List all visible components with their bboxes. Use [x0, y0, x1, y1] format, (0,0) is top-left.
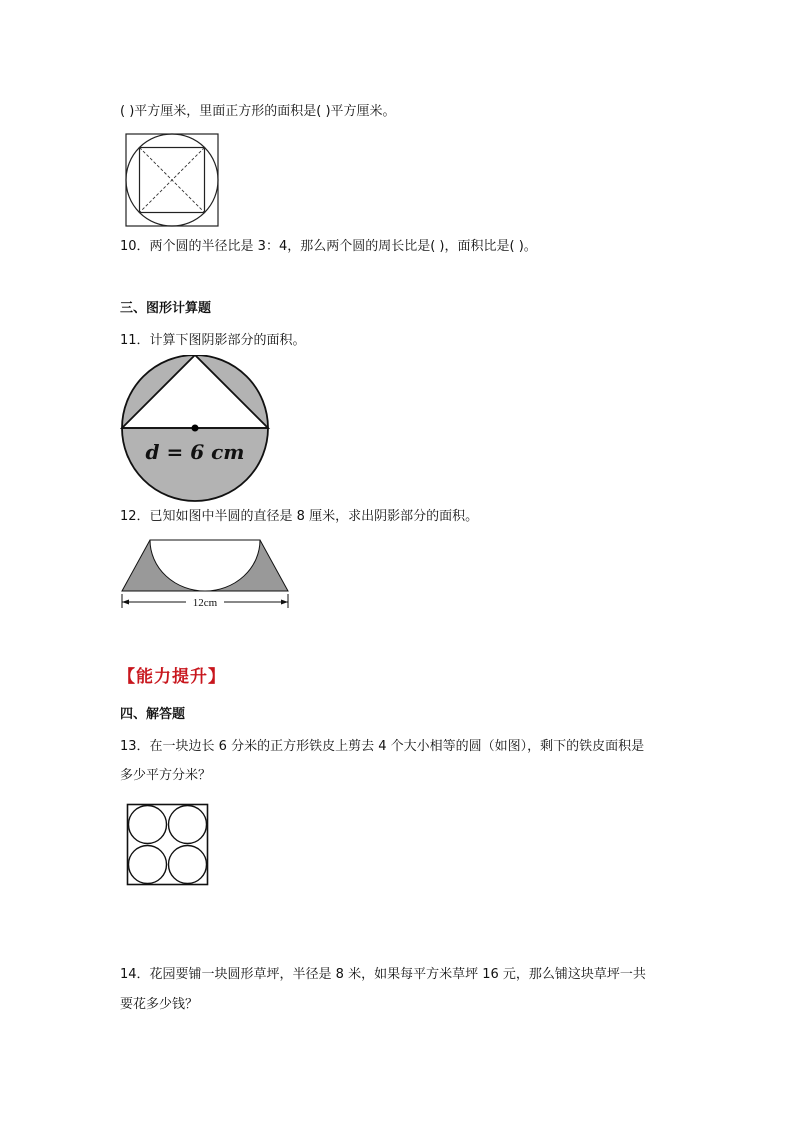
- q13-circle-2: [169, 806, 207, 844]
- q13-figure: [126, 803, 210, 887]
- q14-line2: 要花多少钱？: [120, 997, 199, 1012]
- q12-dim-label: 12cm: [192, 597, 218, 609]
- section4-heading: 四、解答题: [120, 707, 186, 722]
- q12-text: 12．已知如图中半圆的直径是 8 厘米，求出阴影部分的面积。: [120, 509, 479, 524]
- q11-diameter-label: d = 6 cm: [145, 440, 245, 464]
- q9-answer-line: ( )平方厘米，里面正方形的面积是( )平方厘米。: [120, 104, 396, 119]
- q13-circle-3: [129, 846, 167, 884]
- q13-line1: 13．在一块边长 6 分米的正方形铁皮上剪去 4 个大小相等的圆（如图），剩下的铁皮面积是: [120, 739, 645, 754]
- q11-text: 11．计算下图阴影部分的面积。: [120, 333, 306, 348]
- q11-center-dot: [192, 425, 199, 432]
- q13-circle-4: [169, 846, 207, 884]
- q9-figure: [125, 133, 220, 228]
- q13-circle-1: [129, 806, 167, 844]
- q11-figure: [120, 355, 272, 505]
- q11-shaded-lower-half: [122, 428, 268, 501]
- q13-line2: 多少平方分米？: [120, 768, 212, 783]
- q10-text: 10．两个圆的半径比是 3：4，那么两个圆的周长比是( )，面积比是( )。: [120, 239, 537, 254]
- ability-banner: 【能力提升】: [118, 667, 226, 687]
- q12-arrow-left: [122, 600, 129, 605]
- q9-diagonal-2: [140, 148, 205, 213]
- section3-heading: 三、图形计算题: [120, 301, 212, 316]
- q12-figure: [118, 536, 294, 612]
- q12-arrow-right: [281, 600, 288, 605]
- q14-line1: 14．花园要铺一块圆形草坪，半径是 8 米，如果每平方米草坪 16 元，那么铺这块草坪一共: [120, 967, 646, 982]
- q13-square: [128, 805, 208, 885]
